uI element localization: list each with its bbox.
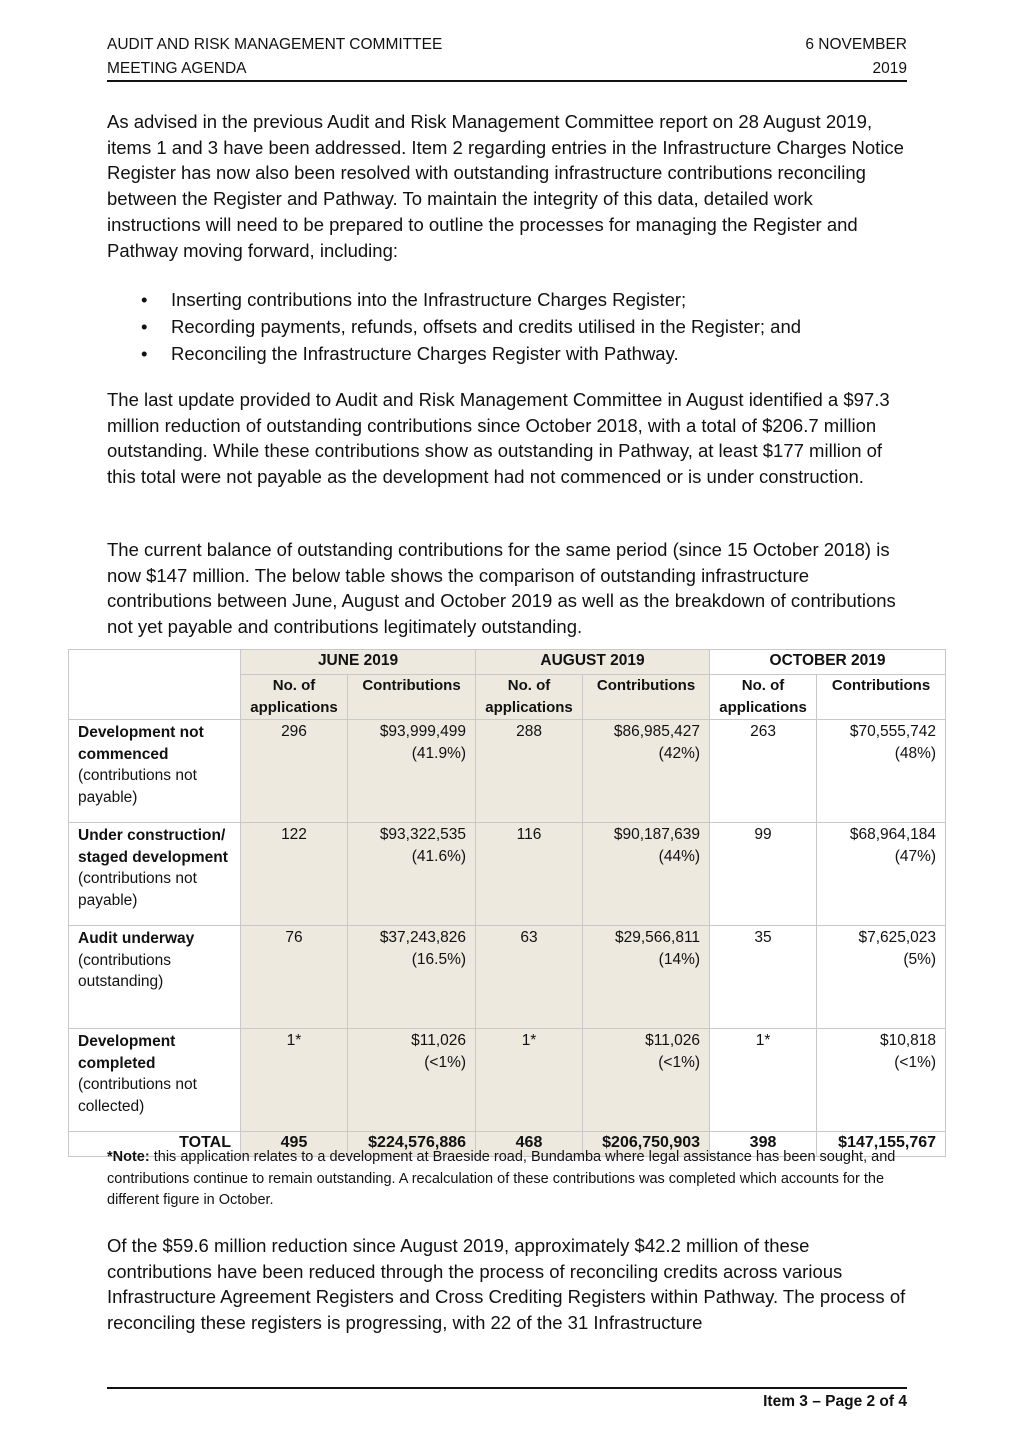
august-total-value: $206,750,903 bbox=[583, 1132, 710, 1157]
august-count: 116 bbox=[476, 823, 583, 926]
october-contribution bbox=[817, 823, 946, 926]
august-contribution bbox=[583, 926, 710, 1029]
value: $93,999,499 bbox=[379, 723, 467, 740]
october-count: 99 bbox=[710, 823, 817, 926]
note-text: this application relates to a development at Braeside road, Bundamba where legal assistance has been sought, and contributions continue to remain outstanding. A recalculation of these contributions was completed which accounts for the different figure in October. bbox=[107, 1149, 896, 1208]
percent: (41.9%) bbox=[411, 744, 467, 762]
october-count: 35 bbox=[710, 926, 817, 1029]
percent: (47%) bbox=[894, 847, 937, 865]
period-august: AUGUST 2019 bbox=[476, 650, 710, 675]
footer-divider bbox=[107, 1387, 907, 1389]
october-count: 1* bbox=[710, 1029, 817, 1132]
october-total-count: 398 bbox=[710, 1132, 817, 1157]
total-label: TOTAL bbox=[69, 1132, 241, 1157]
row-label bbox=[69, 823, 241, 926]
june-count: 76 bbox=[241, 926, 348, 1029]
august-count: 1* bbox=[476, 1029, 583, 1132]
meeting-date: 6 NOVEMBER bbox=[805, 36, 907, 53]
table-note bbox=[107, 1147, 907, 1212]
row-label bbox=[69, 720, 241, 823]
blank-corner-cell bbox=[69, 650, 241, 720]
col-header-no-applications: No. of applications bbox=[476, 675, 583, 720]
value: $93,322,535 bbox=[379, 826, 467, 843]
bullet-glyph: • bbox=[141, 316, 148, 337]
percent: (<1%) bbox=[658, 1053, 701, 1071]
june-contribution bbox=[348, 1029, 476, 1132]
value: $7,625,023 bbox=[858, 929, 937, 946]
row-label bbox=[69, 1029, 241, 1132]
value: $86,985,427 bbox=[613, 723, 701, 740]
row-label-sub: (contributions not collected) bbox=[78, 1076, 197, 1115]
paragraph-3: The current balance of outstanding contributions for the same period (since 15 October 2018) is now $147 million. The below table shows the comparison of outstanding infrastructure contributions between June, August and October 2019 as well as the breakdown of contributions not yet payable and contributions legitimately outstanding. bbox=[107, 539, 896, 638]
value: $11,026 bbox=[645, 1032, 701, 1049]
row-label-title: Development not commenced bbox=[78, 724, 204, 763]
row-label-title: Development completed bbox=[78, 1033, 176, 1072]
period-october: OCTOBER 2019 bbox=[710, 650, 946, 675]
percent: (<1%) bbox=[424, 1053, 467, 1071]
row-label-sub: (contributions outstanding) bbox=[78, 951, 172, 990]
paragraph-1: As advised in the previous Audit and Risk Management Committee report on 28 August 2019, items 1 and 3 have been addressed. Item 2 regarding entries in the Infrastructure Charges Notice Register has now also been resolved with outstanding infrastructure contributions reconciling between the Register and Pathway. To maintain the integrity of this data, detailed work instructions will need to be prepared to outline the processes for managing the Register and Pathway moving forward, including: bbox=[107, 111, 904, 261]
august-contribution bbox=[583, 823, 710, 926]
october-contribution bbox=[817, 1029, 946, 1132]
value: $68,964,184 bbox=[849, 826, 937, 843]
june-count: 296 bbox=[241, 720, 348, 823]
august-contribution bbox=[583, 1029, 710, 1132]
col-header-contributions: Contributions bbox=[348, 675, 476, 720]
value: $11,026 bbox=[411, 1032, 467, 1049]
row-label bbox=[69, 926, 241, 1029]
august-count: 63 bbox=[476, 926, 583, 1029]
october-contribution bbox=[817, 926, 946, 1029]
row-label-sub: (contributions not payable) bbox=[78, 870, 197, 909]
col-header-no-applications: No. of applications bbox=[241, 675, 348, 720]
table-row bbox=[69, 926, 946, 1029]
row-label-sub: (contributions not payable) bbox=[78, 767, 197, 806]
percent: (48%) bbox=[894, 744, 937, 762]
bullet-glyph: • bbox=[141, 343, 148, 364]
june-total-count: 495 bbox=[241, 1132, 348, 1157]
percent: (16.5%) bbox=[411, 950, 467, 968]
bullet-glyph: • bbox=[141, 289, 148, 310]
period-header-row bbox=[69, 650, 946, 675]
june-contribution bbox=[348, 720, 476, 823]
col-header-contributions: Contributions bbox=[583, 675, 710, 720]
august-total-count: 468 bbox=[476, 1132, 583, 1157]
bullet-text: Inserting contributions into the Infrastructure Charges Register; bbox=[171, 289, 687, 310]
percent: (5%) bbox=[903, 950, 937, 968]
row-label-title: Under construction/ staged development bbox=[78, 827, 228, 866]
june-count: 122 bbox=[241, 823, 348, 926]
paragraph-4: Of the $59.6 million reduction since August 2019, approximately $42.2 million of these contributions have been reduced through the process of reconciling credits across various Infrastructure Agreement Registers and Cross Crediting Registers within Pathway. The process of reconciling these registers is progressing, with 22 of the 31 Infrastructure bbox=[107, 1235, 906, 1334]
table-row bbox=[69, 823, 946, 926]
percent: (41.6%) bbox=[411, 847, 467, 865]
october-count: 263 bbox=[710, 720, 817, 823]
percent: (<1%) bbox=[894, 1053, 937, 1071]
bullet-text: Recording payments, refunds, offsets and credits utilised in the Register; and bbox=[171, 316, 802, 337]
august-contribution bbox=[583, 720, 710, 823]
bullet-item bbox=[107, 286, 907, 313]
percent: (42%) bbox=[658, 744, 701, 762]
value: $10,818 bbox=[880, 1032, 937, 1049]
percent: (14%) bbox=[658, 950, 701, 968]
october-contribution bbox=[817, 720, 946, 823]
committee-title: AUDIT AND RISK MANAGEMENT COMMITTEE bbox=[107, 36, 443, 53]
contributions-table bbox=[68, 649, 946, 1157]
row-label-title: Audit underway bbox=[78, 930, 195, 947]
header-divider bbox=[107, 80, 907, 82]
col-header-no-applications: No. of applications bbox=[710, 675, 817, 720]
bullet-item bbox=[107, 340, 907, 367]
value: $70,555,742 bbox=[849, 723, 937, 740]
june-contribution bbox=[348, 926, 476, 1029]
june-count: 1* bbox=[241, 1029, 348, 1132]
table-row bbox=[69, 1029, 946, 1132]
agenda-label: MEETING AGENDA bbox=[107, 60, 247, 77]
table-row bbox=[69, 720, 946, 823]
note-label: *Note: bbox=[107, 1149, 150, 1165]
june-total-value: $224,576,886 bbox=[348, 1132, 476, 1157]
percent: (44%) bbox=[658, 847, 701, 865]
bullet-item bbox=[107, 313, 907, 340]
period-june: JUNE 2019 bbox=[241, 650, 476, 675]
june-contribution bbox=[348, 823, 476, 926]
value: $90,187,639 bbox=[613, 826, 701, 843]
october-total-value: $147,155,767 bbox=[817, 1132, 946, 1157]
value: $29,566,811 bbox=[614, 929, 701, 946]
paragraph-2: The last update provided to Audit and Risk Management Committee in August identified a $97.3 million reduction of outstanding contributions since October 2018, with a total of $206.7 million outstanding. While these contributions show as outstanding in Pathway, at least $177 million of this total were not payable as the development had not commenced or is under construction. bbox=[107, 389, 890, 488]
bullet-text: Reconciling the Infrastructure Charges Register with Pathway. bbox=[171, 343, 679, 364]
meeting-year: 2019 bbox=[872, 60, 907, 77]
col-header-contributions: Contributions bbox=[817, 675, 946, 720]
page-footer: Item 3 – Page 2 of 4 bbox=[763, 1393, 907, 1410]
august-count: 288 bbox=[476, 720, 583, 823]
bullet-list bbox=[107, 286, 907, 367]
value: $37,243,826 bbox=[379, 929, 467, 946]
